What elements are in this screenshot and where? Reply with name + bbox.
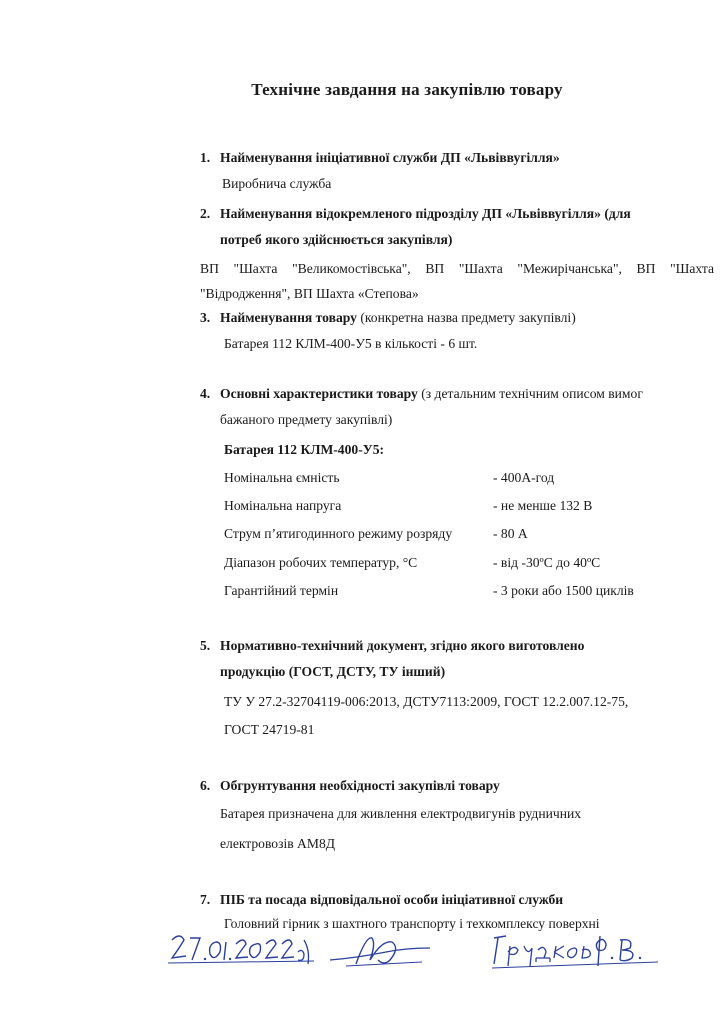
spec-value: - не менше 132 В <box>493 498 593 513</box>
section-6-heading: 6. Обгрунтування необхідності закупівлі товару <box>200 778 500 793</box>
section-7-heading: 7. ПІБ та посада відповідальної особи ініціативної служби <box>200 892 564 907</box>
handwritten-name <box>488 930 664 970</box>
section-5-heading: 5. Нормативно-технічний документ, згідно якого виготовлено <box>200 638 585 653</box>
section-7-body: Головний гірник з шахтного транспорту і техкомплексу поверхні <box>224 916 600 931</box>
section-6-body-cont: електровозів АМ8Д <box>220 836 336 851</box>
spec-label: Гарантійний термін <box>224 583 339 598</box>
signature <box>326 930 436 970</box>
section-6-body: Батарея призначена для живлення електродвигунів рудничних <box>220 806 582 821</box>
section-5-heading-cont: продукцію (ГОСТ, ДСТУ, ТУ інший) <box>220 664 446 679</box>
section-2-heading: 2. Найменування відокремленого підрозділу ДП «Львіввугілля» (для <box>200 206 631 221</box>
section-1-body: Виробнича служба <box>222 176 332 191</box>
section-2-body: ВП "Шахта "Великомостівська", ВП "Шахта "Межирічанська", ВП "Шахта "Відродження", ВП Шахта «Степова» <box>200 261 714 301</box>
section-4-heading-cont: бажаного предмету закупівлі) <box>220 412 393 427</box>
spec-label: Діапазон робочих температур, °С <box>224 555 418 570</box>
section-2-heading-cont: потреб якого здійснюється закупівля) <box>220 232 453 247</box>
document-title: Технічне завдання на закупівлю товару <box>251 80 563 99</box>
spec-label: Номінальна ємність <box>224 470 340 485</box>
section-5-body-cont: ГОСТ 24719-81 <box>224 722 315 737</box>
spec-value: - 400А-год <box>493 470 555 485</box>
spec-value: - 80 А <box>493 526 528 541</box>
spec-label: Номінальна напруга <box>224 498 342 513</box>
section-4-heading: 4. Основні характеристики товару (з детальним технічним описом вимог <box>200 386 643 401</box>
section-3-body: Батарея 112 КЛМ-400-У5 в кількості - 6 шт. <box>224 336 478 351</box>
section-1-heading: 1. Найменування ініціативної служби ДП «Львіввугілля» <box>200 150 560 165</box>
section-4-subheading: Батарея 112 КЛМ-400-У5: <box>224 442 385 457</box>
section-5-body: ТУ У 27.2-32704119-006:2013, ДСТУ7113:2009, ГОСТ 12.2.007.12-75, <box>224 694 629 709</box>
spec-value: - від -30ºС до 40ºС <box>493 555 601 570</box>
spec-label: Струм п’ятигодинного режиму розряду <box>224 526 453 541</box>
handwritten-date <box>168 930 318 970</box>
section-3-heading: 3. Найменування товару (конкретна назва предмету закупівлі) <box>200 310 576 325</box>
spec-value: - 3 роки або 1500 циклів <box>493 583 634 598</box>
